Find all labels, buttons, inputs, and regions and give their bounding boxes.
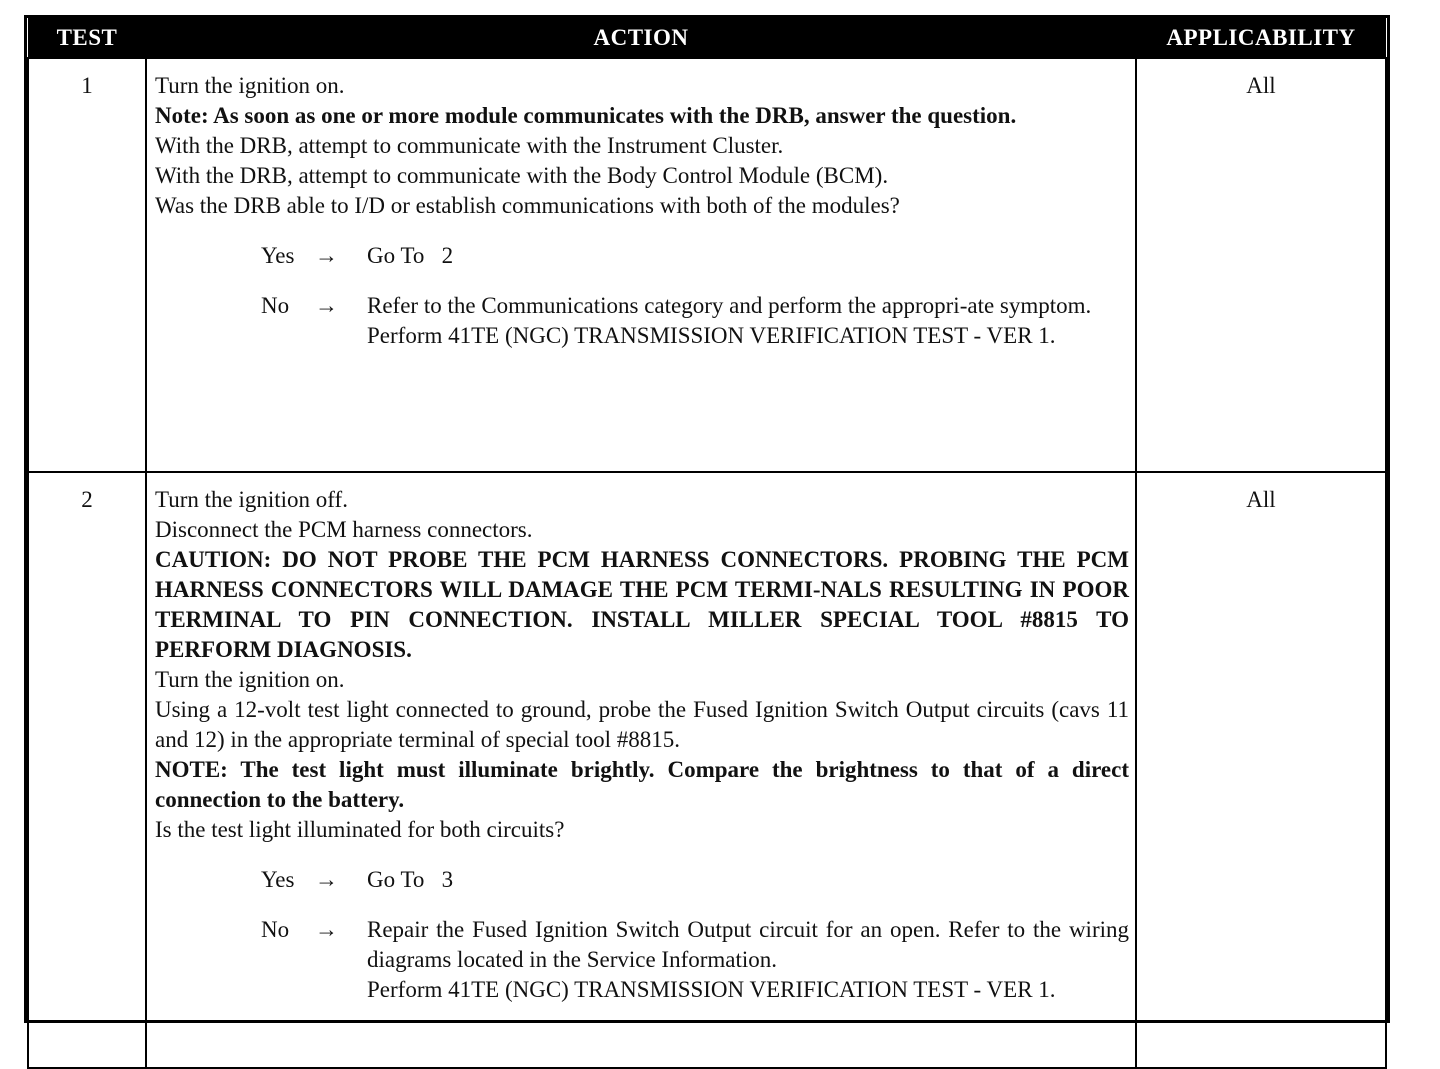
- action-line: With the DRB, attempt to communicate with the Body Control Module (BCM).: [155, 163, 889, 188]
- yes-branch: [261, 865, 1129, 895]
- note-line: NOTE: The test light must illuminate brightly. Compare the brightness to that of a direct connection to the battery.: [155, 757, 1129, 812]
- no-text: [367, 915, 1129, 1005]
- header-test: TEST: [28, 18, 146, 58]
- yes-label: Yes: [261, 867, 295, 892]
- test-table: [27, 18, 1387, 1069]
- action-line: With the DRB, attempt to communicate with the Instrument Cluster.: [155, 133, 784, 158]
- no-label: No: [261, 293, 290, 318]
- action-line: Turn the ignition on.: [155, 73, 345, 98]
- arrow-icon: →: [315, 293, 338, 318]
- no-label: No: [261, 917, 290, 942]
- action-cell: [146, 58, 1136, 472]
- yes-branch: [261, 241, 1129, 271]
- test-number: 1: [28, 58, 146, 472]
- applicability-cell: All: [1136, 472, 1386, 1068]
- no-text: [367, 291, 1129, 351]
- no-line: Perform 41TE (NGC) TRANSMISSION VERIFICATION TEST - VER 1.: [367, 323, 1056, 348]
- yes-text: Go To 3: [367, 867, 454, 892]
- action-line: Turn the ignition off.: [155, 487, 348, 512]
- no-branch: [261, 291, 1129, 351]
- applicability-cell: All: [1136, 58, 1386, 472]
- table-row: [28, 472, 1386, 1068]
- no-line: Refer to the Communications category and perform the appropri-ate symptom.: [367, 293, 1092, 318]
- arrow-icon: →: [315, 917, 338, 942]
- header-row: [28, 18, 1386, 58]
- no-line: Perform 41TE (NGC) TRANSMISSION VERIFICATION TEST - VER 1.: [367, 977, 1056, 1002]
- action-line: Turn the ignition on.: [155, 667, 345, 692]
- action-line: Disconnect the PCM harness connectors.: [155, 517, 533, 542]
- no-branch: [261, 915, 1129, 1005]
- arrow-icon: →: [315, 867, 338, 892]
- test-number: 2: [28, 472, 146, 1068]
- yes-text: Go To 2: [367, 243, 454, 268]
- action-cell: [146, 472, 1136, 1068]
- no-line: Repair the Fused Ignition Switch Output circuit for an open. Refer to the wiring diagrams located in the Service Information.: [367, 917, 1129, 972]
- caution-line: CAUTION: DO NOT PROBE THE PCM HARNESS CONNECTORS. PROBING THE PCM HARNESS CONNECTORS WILL DAMAGE THE PCM TERMI-NALS RESULTING IN POOR TERMINAL TO PIN CONNECTION. INSTALL MILLER SPECIAL TOOL #8815 TO PERFORM DIAGNOSIS.: [155, 547, 1129, 662]
- header-applicability: APPLICABILITY: [1136, 18, 1386, 58]
- action-line: Using a 12-volt test light connected to ground, probe the Fused Ignition Switch Output circuits (cavs 11 and 12) in the appropriate terminal of special tool #8815.: [155, 697, 1129, 752]
- header-action: ACTION: [146, 18, 1136, 58]
- table-row: [28, 58, 1386, 472]
- yes-label: Yes: [261, 243, 295, 268]
- question-line: Was the DRB able to I/D or establish communications with both of the modules?: [155, 193, 900, 218]
- note-line: Note: As soon as one or more module communicates with the DRB, answer the question.: [155, 103, 1017, 128]
- question-line: Is the test light illuminated for both circuits?: [155, 817, 565, 842]
- arrow-icon: →: [315, 243, 338, 268]
- diagnostic-test-table: [24, 15, 1390, 1023]
